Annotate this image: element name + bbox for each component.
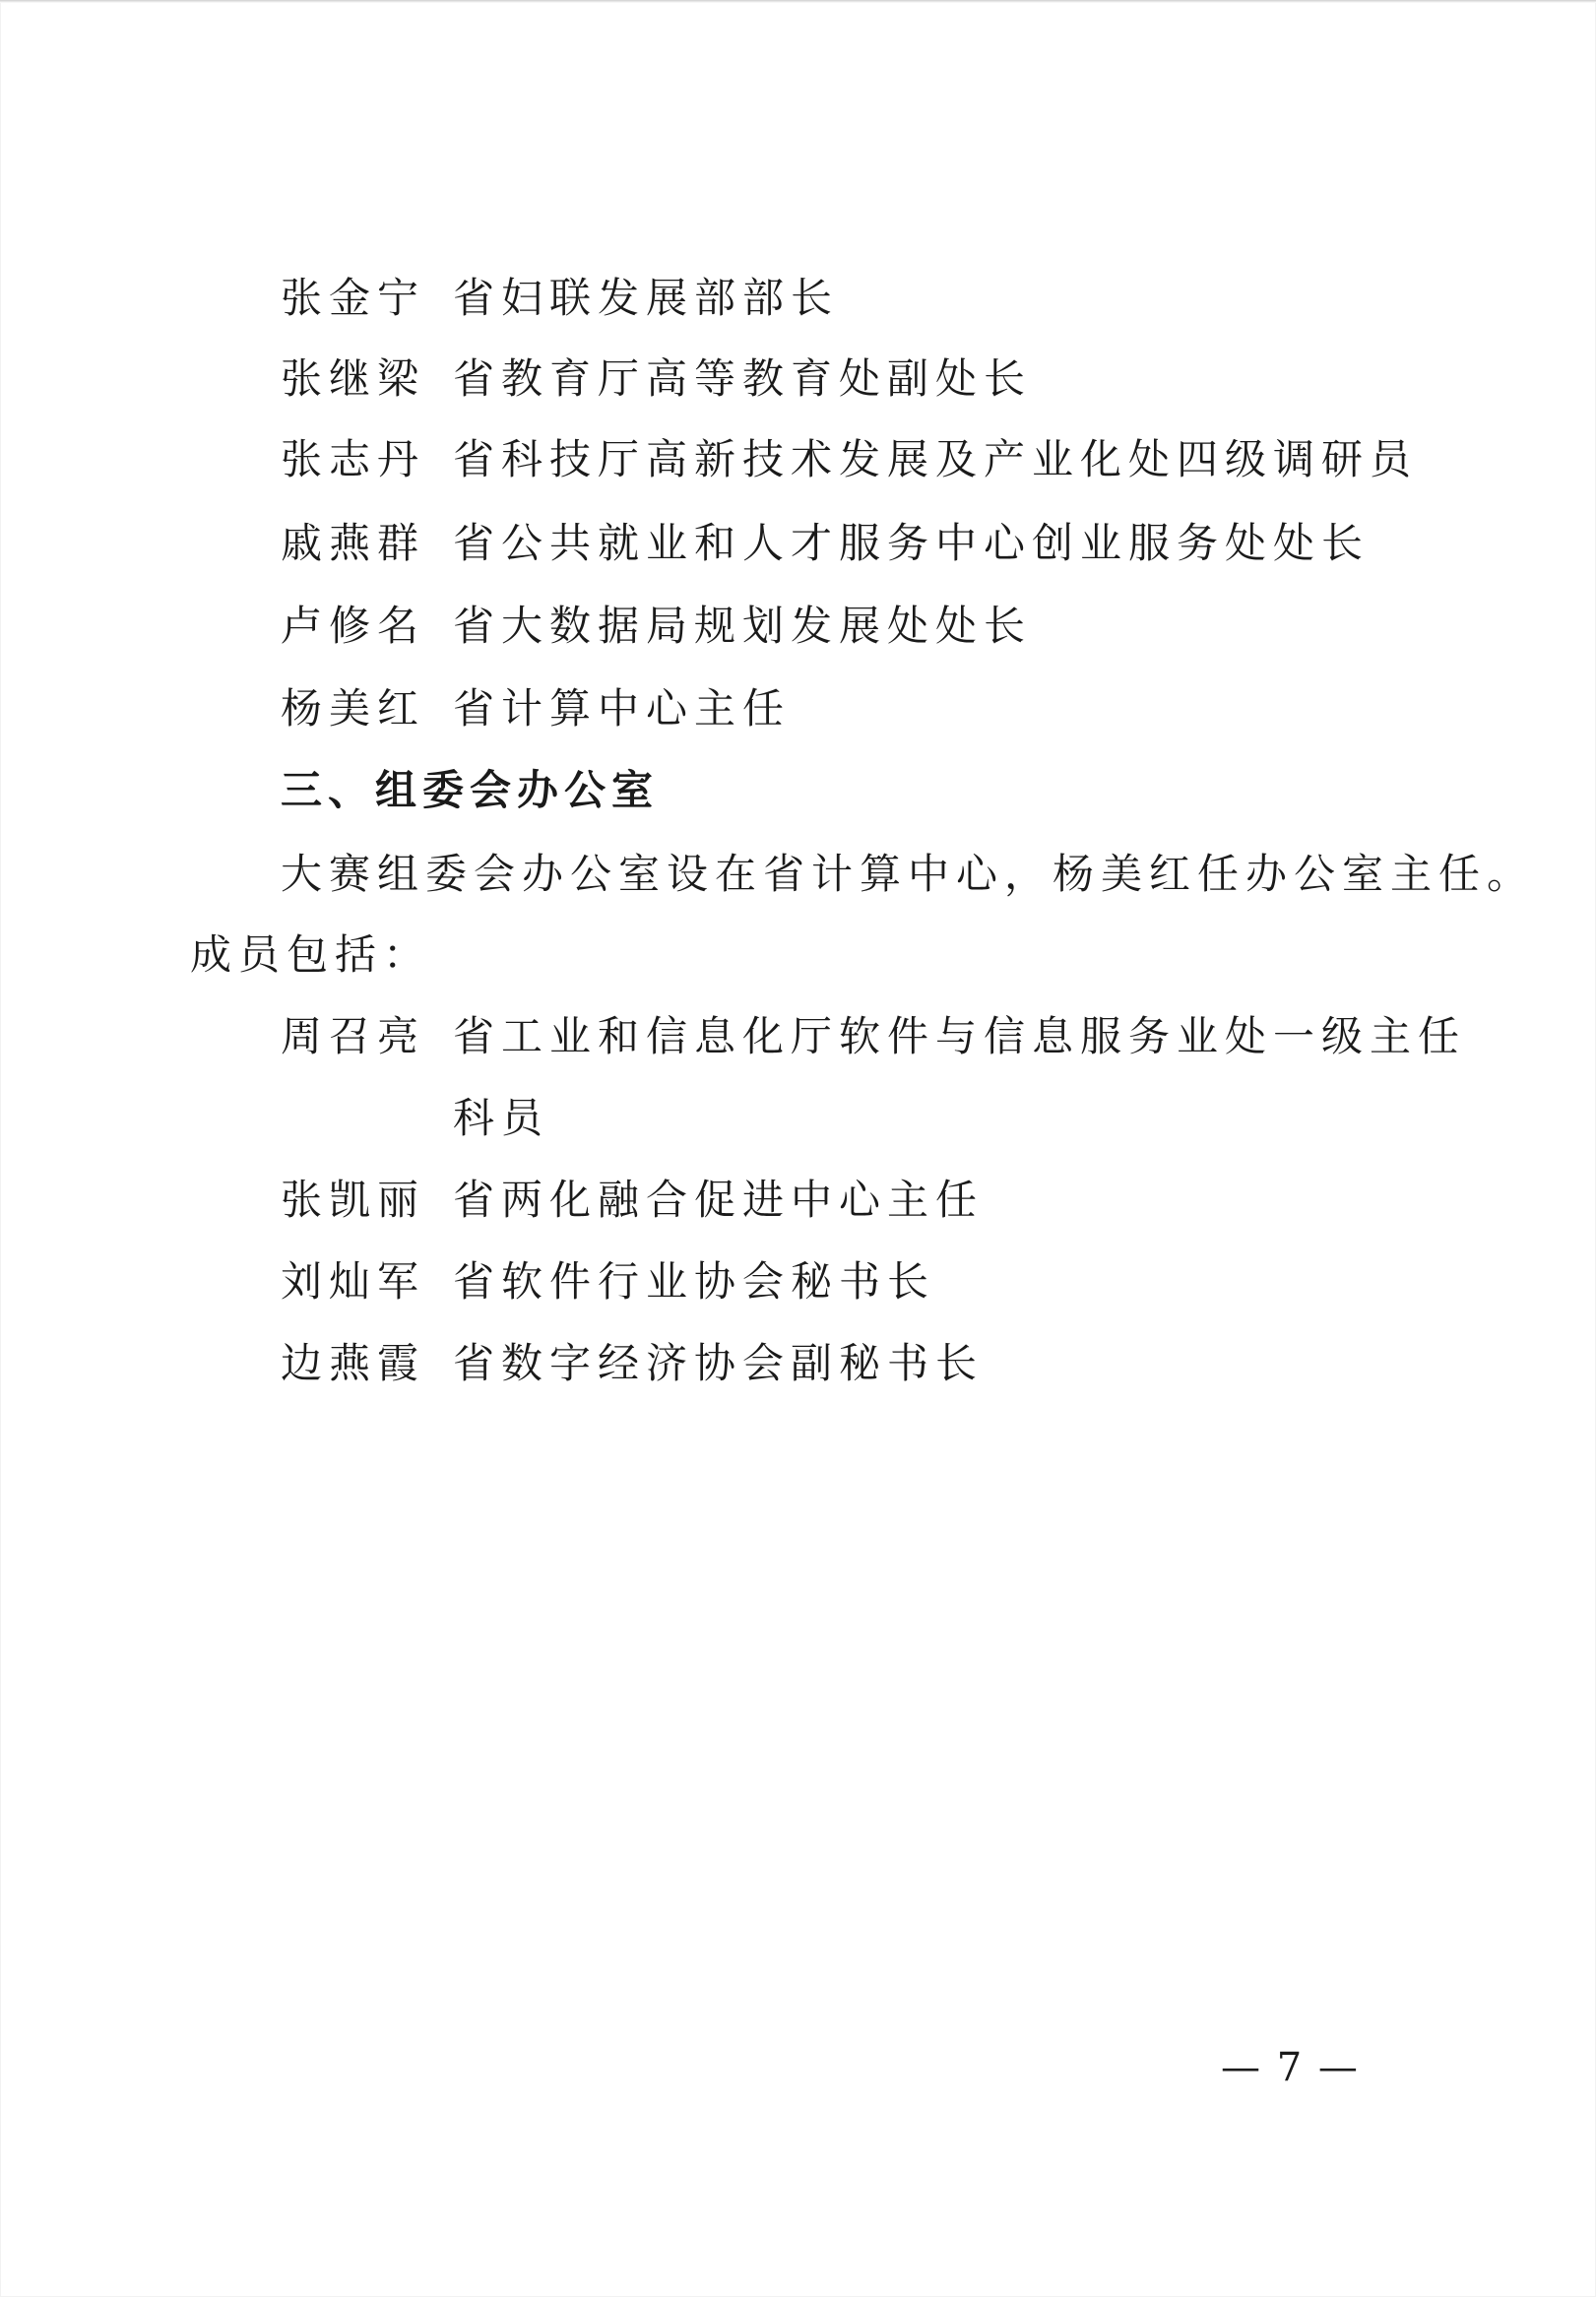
member-row — [281, 1252, 935, 1311]
member-name: 刘灿军 — [281, 1257, 426, 1306]
member-role: 省教育厅高等教育处副处长 — [453, 354, 1033, 403]
member-row — [281, 1171, 984, 1230]
member-row — [281, 430, 1418, 489]
member-row — [281, 1334, 984, 1393]
office-paragraph-line1: 大赛组委会办公室设在省计算中心，杨美红任办公室主任。 — [281, 850, 1536, 898]
member-role: 省两化融合促进中心主任 — [453, 1176, 985, 1224]
member-role-continuation: 科员 — [453, 1094, 550, 1142]
member-row — [281, 1007, 1466, 1066]
member-role: 省科技厅高新技术发展及产业化处四级调研员 — [453, 435, 1419, 483]
member-name: 张继梁 — [281, 354, 426, 403]
member-name: 张志丹 — [281, 435, 426, 483]
member-name: 周召亮 — [281, 1012, 426, 1060]
member-name: 杨美红 — [281, 684, 426, 733]
member-name: 边燕霞 — [281, 1339, 426, 1387]
member-row — [281, 679, 791, 738]
member-row — [281, 269, 839, 328]
member-row — [281, 350, 1032, 409]
page-number: — 7 — — [1221, 2045, 1360, 2090]
member-role: 省数字经济协会副秘书长 — [453, 1339, 985, 1387]
member-row — [281, 597, 1032, 656]
member-row — [281, 514, 1370, 573]
member-role: 省大数据局规划发展处处长 — [453, 602, 1033, 650]
office-paragraph-line2: 成员包括： — [190, 930, 432, 979]
member-name: 戚燕群 — [281, 519, 426, 567]
member-role: 省软件行业协会秘书长 — [453, 1257, 936, 1306]
member-name: 卢修名 — [281, 602, 426, 650]
member-name: 张凯丽 — [281, 1176, 426, 1224]
member-role: 省妇联发展部部长 — [453, 274, 840, 322]
section-heading: 三、组委会办公室 — [281, 766, 660, 814]
member-name: 张金宁 — [281, 274, 426, 322]
page-top-edge — [0, 0, 1596, 3]
member-role: 省工业和信息化厅软件与信息服务业处一级主任 — [453, 1012, 1467, 1060]
member-role: 省计算中心主任 — [453, 684, 792, 733]
member-role: 省公共就业和人才服务中心创业服务处处长 — [453, 519, 1371, 567]
